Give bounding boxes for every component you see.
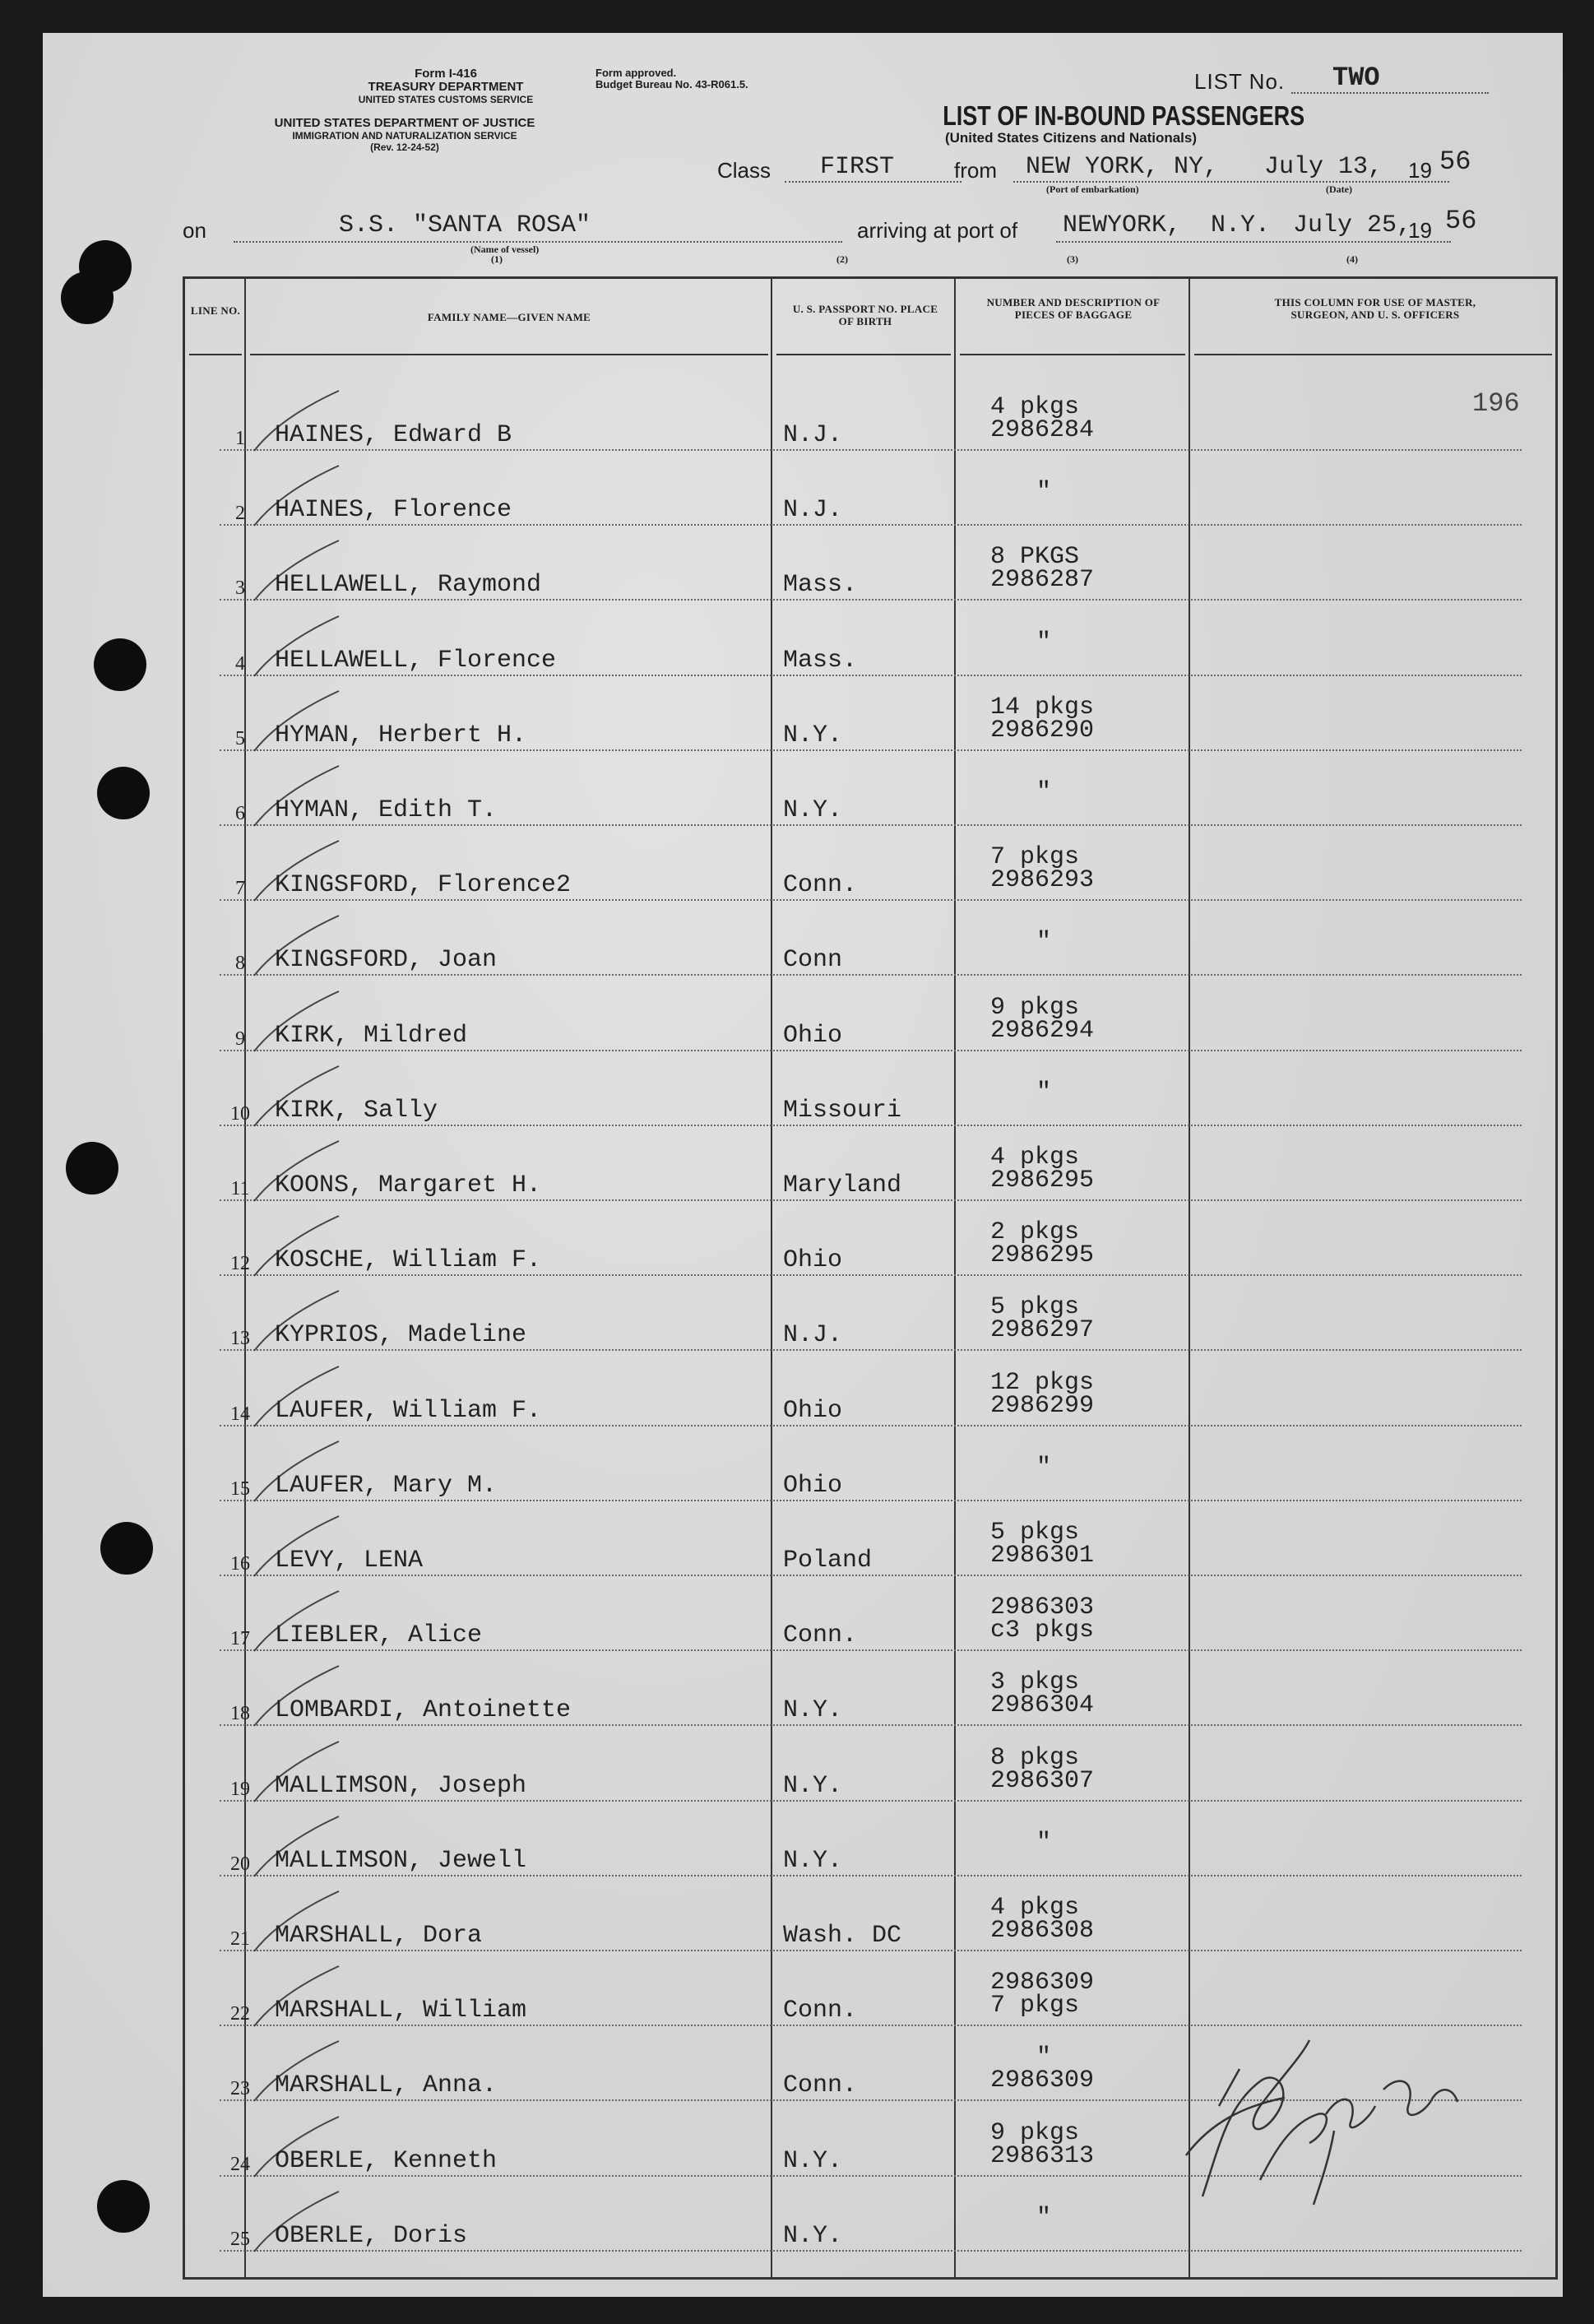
passenger-name: LAUFER, William F. <box>275 1396 542 1425</box>
arriving-label: arriving at port of <box>857 218 1018 243</box>
line-number: 6 <box>235 803 245 824</box>
line-number: 8 <box>235 953 245 975</box>
passenger-name: KIRK, Sally <box>275 1096 438 1125</box>
row-rule <box>220 749 1522 751</box>
line-number: 17 <box>230 1628 250 1650</box>
vessel-name: S.S. "SANTA ROSA" <box>339 211 591 239</box>
table-top-border <box>183 276 1558 279</box>
page-title: LIST OF IN-BOUND PASSENGERS <box>943 100 1305 131</box>
line-number: 15 <box>230 1477 250 1500</box>
baggage-line-2: 2986299 <box>990 1391 1095 1420</box>
caption-2: (2) <box>836 253 848 265</box>
col-header-officers: THIS COLUMN FOR USE OF MASTER, SURGEON, AND U. S. OFFICERS <box>1274 296 1476 321</box>
on-label: on <box>183 218 206 243</box>
baggage-line-1: 9 pkgs <box>990 2118 1080 2147</box>
row-rule <box>220 1125 1522 1126</box>
vessel-line <box>234 241 842 243</box>
place-of-birth: N.J. <box>783 1321 843 1350</box>
line-number: 20 <box>230 1853 250 1875</box>
list-no-line <box>1291 92 1489 94</box>
baggage-line-1: " <box>1036 2043 1052 2072</box>
row-rule <box>220 1649 1522 1651</box>
passenger-name: KOONS, Margaret H. <box>275 1171 542 1199</box>
budget-bureau: Budget Bureau No. 43-R061.5. <box>595 78 748 90</box>
col-header-baggage: NUMBER AND DESCRIPTION OF PIECES OF BAGGAGE <box>986 296 1161 321</box>
handwritten-signature-icon <box>1170 1991 1515 2238</box>
col-header-name: FAMILY NAME—GIVEN NAME <box>427 311 591 323</box>
place-of-birth: Conn. <box>783 2071 858 2100</box>
baggage-line-2: 2986295 <box>990 1241 1095 1270</box>
row-rule <box>220 1950 1522 1951</box>
place-of-birth: Conn <box>783 946 843 975</box>
caption-4: (4) <box>1346 253 1358 265</box>
place-of-birth: Conn. <box>783 871 858 900</box>
arrival-port: NEWYORK, <box>1063 211 1182 239</box>
list-no-label: LIST No. <box>1194 69 1286 94</box>
year-prefix-1: 19 <box>1408 158 1432 183</box>
dept-ins: IMMIGRATION AND NATURALIZATION SERVICE <box>292 130 517 141</box>
form-number: Form I-416 <box>415 67 477 81</box>
row-rule <box>220 1800 1522 1802</box>
row-rule <box>220 1199 1522 1201</box>
from-line <box>1013 181 1449 183</box>
line-number: 3 <box>235 578 245 600</box>
dept-customs: UNITED STATES CUSTOMS SERVICE <box>358 94 534 105</box>
binder-hole <box>94 638 146 691</box>
baggage-line-2: 2986290 <box>990 716 1095 745</box>
row-rule <box>220 599 1522 601</box>
line-number: 22 <box>230 2003 250 2025</box>
line-number: 9 <box>235 1027 245 1050</box>
baggage-line-1: " <box>1036 1453 1052 1482</box>
passenger-name: KIRK, Mildred <box>275 1021 468 1050</box>
place-of-birth: Missouri <box>783 1096 902 1125</box>
line-number: 14 <box>230 1403 250 1425</box>
class-line <box>785 181 961 183</box>
line-number: 18 <box>230 1703 250 1725</box>
baggage-line-2: 2986301 <box>990 1542 1095 1570</box>
row-rule <box>220 2250 1522 2252</box>
row-rule <box>220 1425 1522 1426</box>
table-row <box>43 1429 1563 1505</box>
passenger-name: OBERLE, Kenneth <box>275 2146 498 2175</box>
row-rule <box>220 899 1522 901</box>
table-row <box>43 604 1563 680</box>
table-row <box>43 1504 1563 1579</box>
baggage-line-1: 3 pkgs <box>990 1668 1080 1697</box>
baggage-line-1: 5 pkgs <box>990 1519 1080 1547</box>
place-of-birth: N.Y. <box>783 1846 843 1875</box>
baggage-line-1: " <box>1036 478 1052 507</box>
passenger-name: KINGSFORD, Florence2 <box>275 871 572 900</box>
place-of-birth: Poland <box>783 1547 873 1575</box>
vessel-caption: (Name of vessel) <box>470 244 540 255</box>
line-number: 19 <box>230 1778 250 1800</box>
row-rule <box>220 675 1522 676</box>
table-row <box>43 1804 1563 1880</box>
arrival-state: N.Y. <box>1211 211 1271 239</box>
passenger-name: LEVY, LENA <box>275 1547 424 1575</box>
place-of-birth: Ohio <box>783 1021 843 1050</box>
line-number: 23 <box>230 2078 250 2100</box>
baggage-line-2: 2986309 <box>990 2067 1095 2095</box>
baggage-line-2: 2986304 <box>990 1691 1095 1720</box>
baggage-line-1: 2986303 <box>990 1593 1095 1622</box>
form-approved: Form approved. <box>595 67 677 79</box>
baggage-line-2: 2986287 <box>990 566 1095 595</box>
port-embark-caption: (Port of embarkation) <box>1046 183 1139 195</box>
baggage-line-2: 2986284 <box>990 416 1095 444</box>
row-rule <box>220 1875 1522 1876</box>
baggage-line-2: 2986313 <box>990 2141 1095 2170</box>
table-row <box>43 453 1563 529</box>
line-number: 7 <box>235 878 245 900</box>
table-row <box>43 1729 1563 1805</box>
table-row <box>43 1579 1563 1654</box>
passenger-name: HAINES, Florence <box>275 496 512 525</box>
place-of-birth: N.J. <box>783 496 843 525</box>
baggage-line-1: " <box>1036 778 1052 806</box>
passenger-name: HYMAN, Edith T. <box>275 796 498 824</box>
table-row <box>43 1654 1563 1729</box>
baggage-line-2: 2986297 <box>990 1316 1095 1345</box>
baggage-line-2: 2986308 <box>990 1917 1095 1945</box>
baggage-line-1: 5 pkgs <box>990 1293 1080 1322</box>
year-prefix-2: 19 <box>1408 218 1432 243</box>
passenger-name: HYMAN, Herbert H. <box>275 721 527 749</box>
date-caption: (Date) <box>1326 183 1352 195</box>
place-of-birth: N.Y. <box>783 1771 843 1800</box>
place-of-birth: N.Y. <box>783 721 843 749</box>
line-number: 10 <box>230 1102 250 1125</box>
table-row <box>43 903 1563 979</box>
page-subtitle: (United States Citizens and Nationals) <box>944 130 1198 146</box>
place-of-birth: Ohio <box>783 1471 843 1500</box>
passenger-name: KOSCHE, William F. <box>275 1246 542 1275</box>
line-number: 24 <box>230 2153 250 2175</box>
place-of-birth: N.J. <box>783 421 843 449</box>
place-of-birth: Mass. <box>783 646 858 675</box>
row-rule <box>220 1500 1522 1501</box>
passenger-name: LOMBARDI, Antoinette <box>275 1696 572 1725</box>
table-row <box>43 1354 1563 1430</box>
dept-justice: UNITED STATES DEPARTMENT OF JUSTICE <box>274 116 535 130</box>
class-value: FIRST <box>820 153 895 181</box>
header-underline-passport <box>776 354 951 355</box>
line-number: 4 <box>235 652 245 675</box>
year-value-2: 56 <box>1445 206 1477 236</box>
class-label: Class <box>717 158 772 183</box>
binder-hole <box>97 767 150 819</box>
passenger-name: MALLIMSON, Jewell <box>275 1846 527 1875</box>
footer-code: 16—54652-2 <box>1408 2299 1471 2312</box>
caption-3: (3) <box>1067 253 1078 265</box>
baggage-line-2: 2986293 <box>990 866 1095 895</box>
table-row <box>43 378 1563 454</box>
row-rule <box>220 1575 1522 1576</box>
baggage-line-1: " <box>1036 1078 1052 1106</box>
line-number: 21 <box>230 1928 250 1950</box>
baggage-line-1: 14 pkgs <box>990 693 1095 721</box>
passenger-name: MARSHALL, William <box>275 1997 527 2025</box>
row-rule <box>220 1050 1522 1051</box>
line-number: 11 <box>230 1178 250 1199</box>
table-row <box>43 1879 1563 1955</box>
from-date: July 13, <box>1264 153 1383 181</box>
passenger-name: LIEBLER, Alice <box>275 1621 483 1650</box>
table-row <box>43 1054 1563 1130</box>
table-row <box>43 679 1563 754</box>
place-of-birth: Ohio <box>783 1246 843 1275</box>
passenger-name: HAINES, Edward B <box>275 421 512 449</box>
dept-treasury: TREASURY DEPARTMENT <box>368 80 524 94</box>
passenger-name: HELLAWELL, Raymond <box>275 571 542 600</box>
form-revision: (Rev. 12-24-52) <box>370 141 439 153</box>
col-header-line: LINE NO. <box>190 304 241 317</box>
line-number: 16 <box>230 1553 250 1575</box>
table-bottom-border <box>183 2277 1558 2280</box>
header-underline-name <box>250 354 768 355</box>
place-of-birth: Mass. <box>783 571 858 600</box>
baggage-line-1: " <box>1036 1828 1052 1857</box>
baggage-line-1: 4 pkgs <box>990 1894 1080 1922</box>
year-value-1: 56 <box>1439 146 1471 177</box>
binder-hole <box>66 1142 118 1194</box>
baggage-line-2: 2986307 <box>990 1766 1095 1795</box>
line-number: 2 <box>235 503 245 525</box>
table-row <box>43 1129 1563 1204</box>
header-underline-officers <box>1194 354 1552 355</box>
binder-hole <box>61 271 114 324</box>
arrival-date: July 25, <box>1293 211 1412 239</box>
binder-hole <box>97 2180 150 2233</box>
passenger-name: KINGSFORD, Joan <box>275 946 498 975</box>
table-row <box>43 528 1563 604</box>
line-number: 12 <box>230 1253 250 1275</box>
col-header-passport: U. S. PASSPORT NO. PLACE OF BIRTH <box>792 303 938 327</box>
header-underline-baggage <box>960 354 1185 355</box>
place-of-birth: Conn. <box>783 1621 858 1650</box>
place-of-birth: Wash. DC <box>783 1922 902 1950</box>
list-no-value: TWO <box>1332 63 1380 93</box>
from-port: NEW YORK, NY, <box>1026 153 1219 181</box>
place-of-birth: N.Y. <box>783 2221 843 2250</box>
baggage-line-1: 8 pkgs <box>990 1743 1080 1772</box>
row-rule <box>220 1349 1522 1351</box>
table-row <box>43 1204 1563 1279</box>
row-rule <box>220 449 1522 451</box>
baggage-line-2: 2986295 <box>990 1167 1095 1194</box>
caption-1: (1) <box>491 253 503 265</box>
passenger-name: HELLAWELL, Florence <box>275 646 557 675</box>
passenger-name: MARSHALL, Dora <box>275 1922 483 1950</box>
document-page <box>43 33 1563 2312</box>
passenger-name: KYPRIOS, Madeline <box>275 1321 527 1350</box>
row-rule <box>220 1274 1522 1276</box>
baggage-line-1: 8 PKGS <box>990 543 1080 572</box>
line-number: 1 <box>235 428 245 449</box>
row-rule <box>220 824 1522 826</box>
line-number: 13 <box>230 1328 250 1350</box>
baggage-line-1: 9 pkgs <box>990 993 1080 1022</box>
passenger-name: MARSHALL, Anna. <box>275 2071 498 2100</box>
place-of-birth: N.Y. <box>783 2146 843 2175</box>
baggage-line-1: 7 pkgs <box>990 843 1080 872</box>
baggage-line-1: 2986309 <box>990 1969 1095 1997</box>
header-underline-line <box>189 354 242 355</box>
baggage-line-1: " <box>1036 928 1052 957</box>
baggage-line-2: 7 pkgs <box>990 1992 1080 2020</box>
place-of-birth: Ohio <box>783 1396 843 1425</box>
passenger-name: LAUFER, Mary M. <box>275 1471 498 1500</box>
row-rule <box>220 524 1522 526</box>
line-number: 25 <box>230 2228 250 2250</box>
baggage-line-1: 4 pkgs <box>990 1143 1080 1171</box>
baggage-line-1: " <box>1036 628 1052 656</box>
from-label: from <box>954 158 997 183</box>
arrival-line <box>1056 241 1451 243</box>
baggage-line-1: 4 pkgs <box>990 393 1080 421</box>
line-number: 5 <box>235 727 245 749</box>
officer-annotation: 196 <box>1472 388 1520 419</box>
baggage-line-2: c3 pkgs <box>990 1617 1095 1645</box>
passenger-name: OBERLE, Doris <box>275 2221 468 2250</box>
place-of-birth: Maryland <box>783 1171 902 1199</box>
baggage-line-1: " <box>1036 2203 1052 2232</box>
baggage-line-2: 2986294 <box>990 1016 1095 1045</box>
binder-hole <box>100 1522 153 1575</box>
passenger-name: MALLIMSON, Joseph <box>275 1771 527 1800</box>
row-rule <box>220 1724 1522 1726</box>
place-of-birth: N.Y. <box>783 1696 843 1725</box>
table-row <box>43 979 1563 1055</box>
row-rule <box>220 974 1522 976</box>
place-of-birth: N.Y. <box>783 796 843 824</box>
baggage-line-1: 12 pkgs <box>990 1368 1095 1397</box>
baggage-line-1: 2 pkgs <box>990 1218 1080 1247</box>
table-row <box>43 828 1563 904</box>
table-row <box>43 1278 1563 1354</box>
place-of-birth: Conn. <box>783 1997 858 2025</box>
table-row <box>43 754 1563 829</box>
